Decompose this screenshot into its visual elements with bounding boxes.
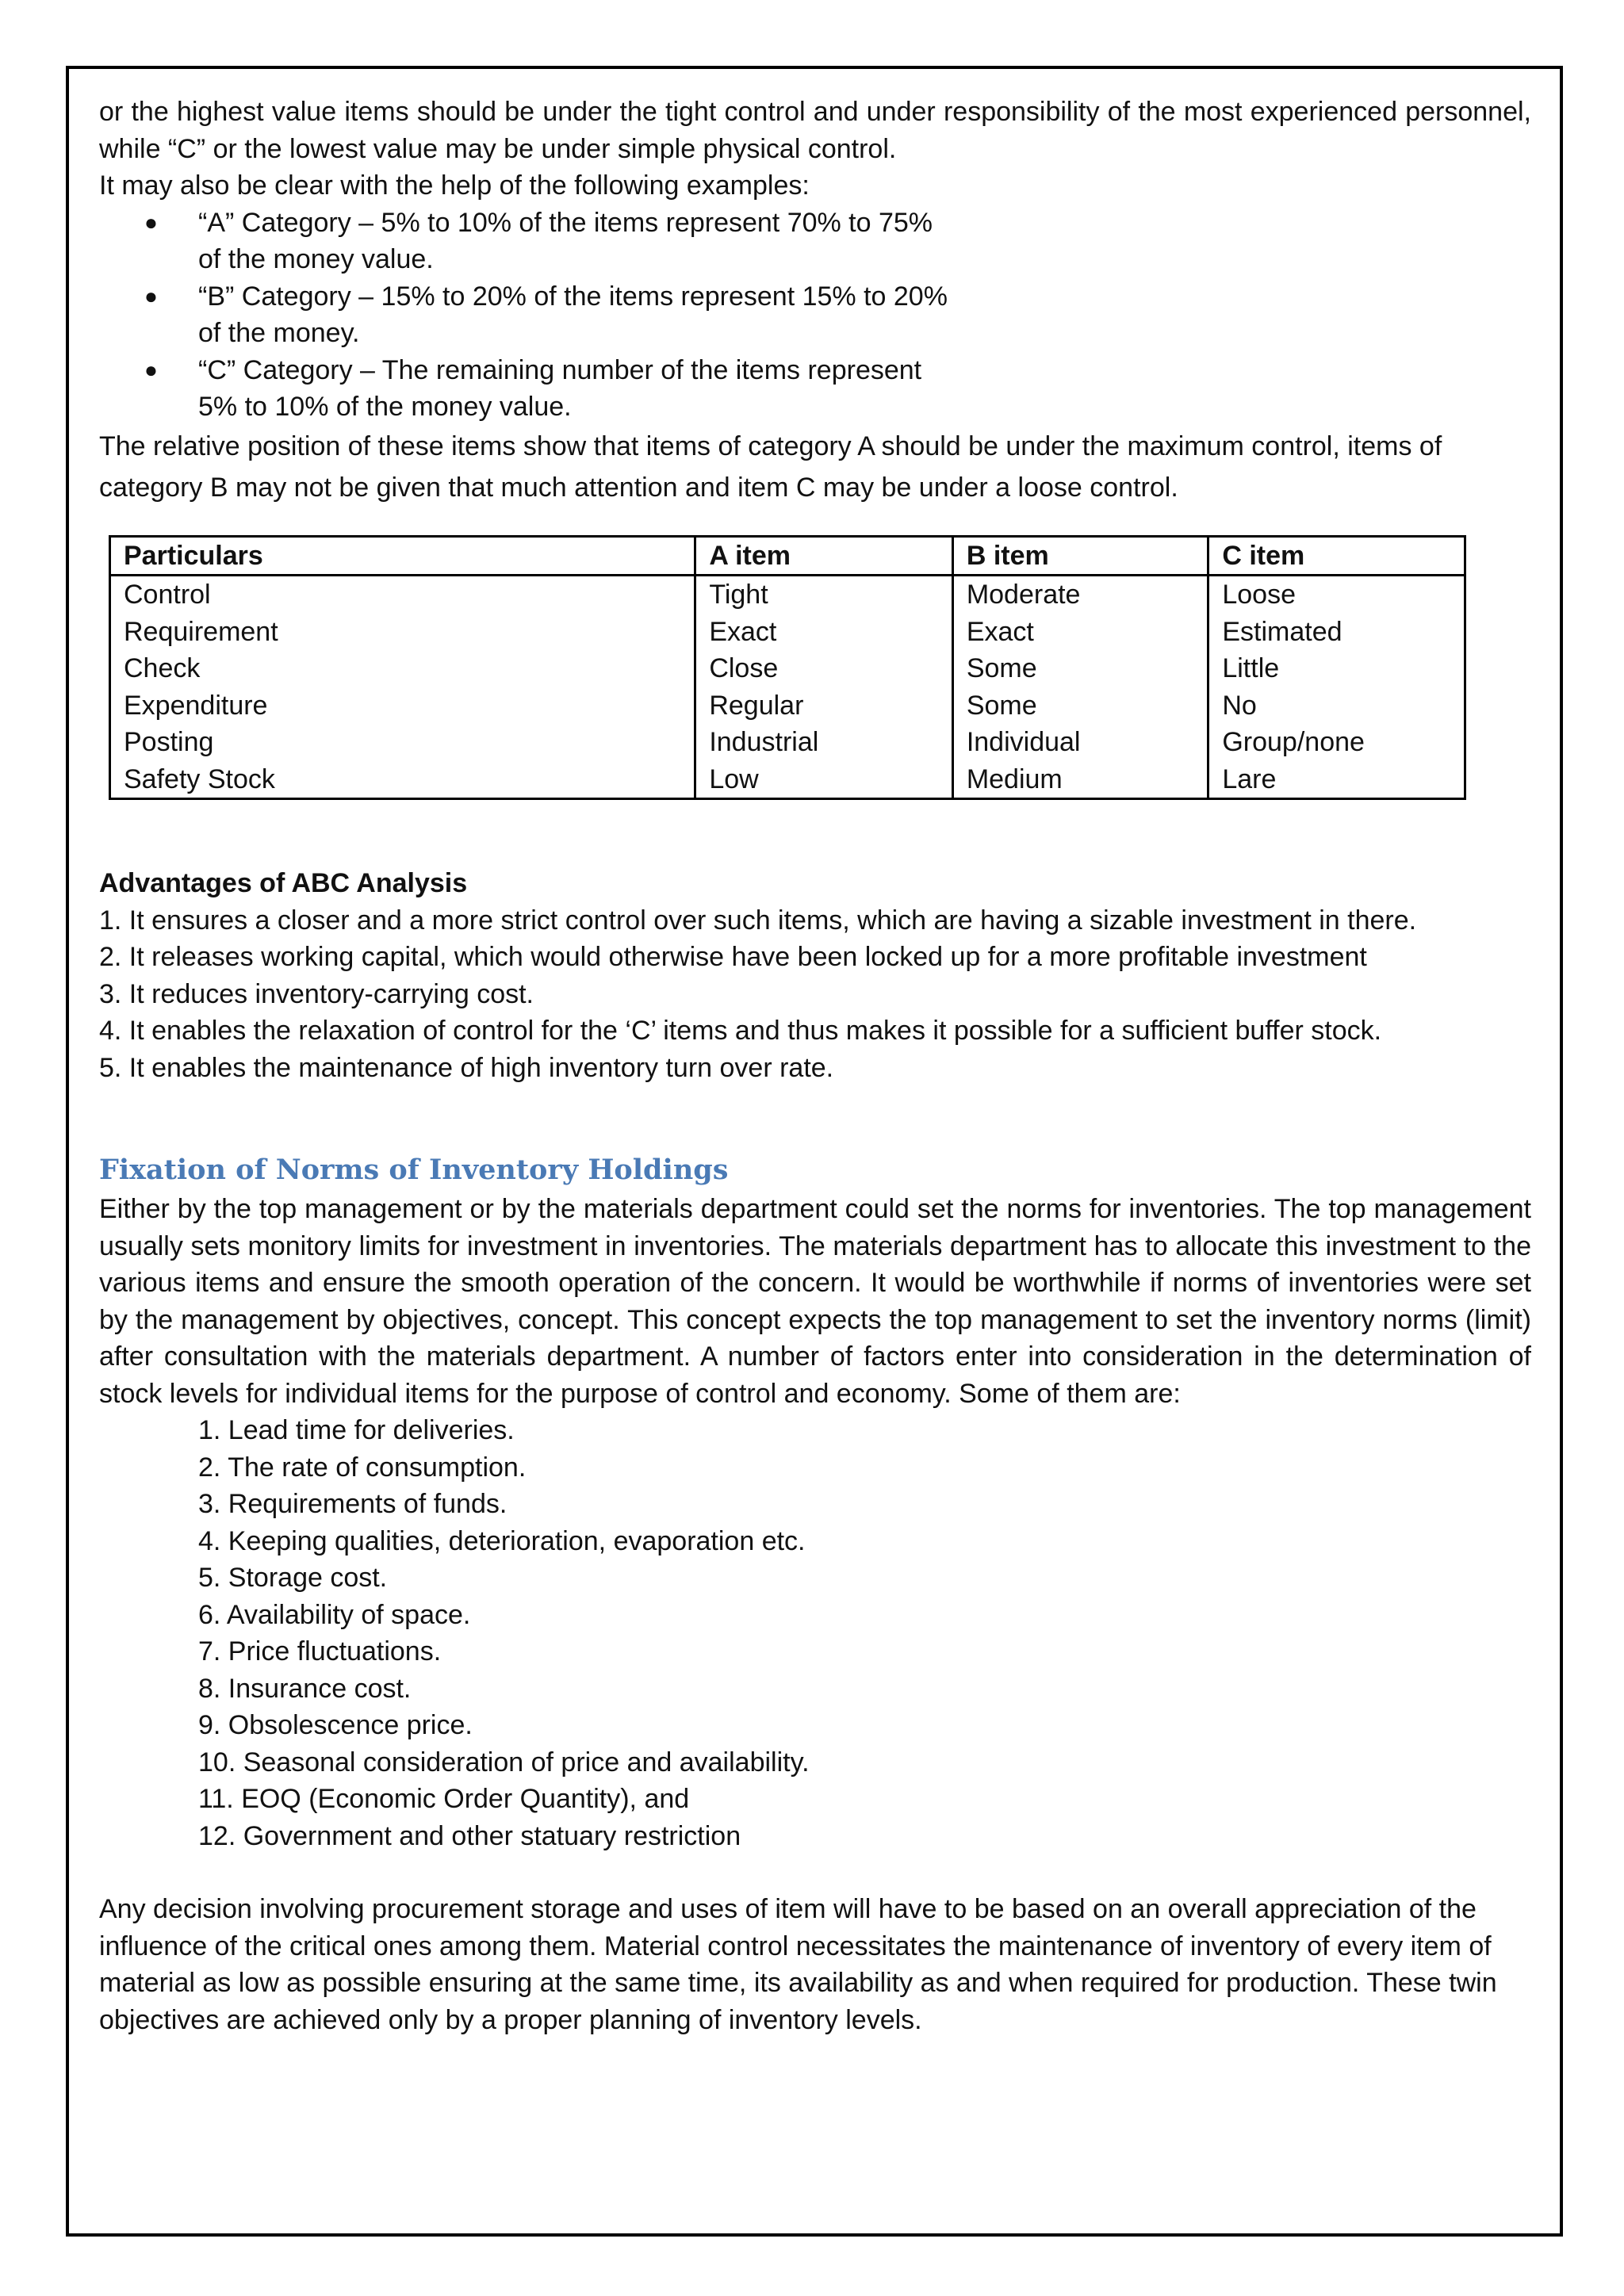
table-cell: Close bbox=[695, 650, 953, 687]
list-item: 11. EOQ (Economic Order Quantity), and bbox=[198, 1784, 690, 1814]
table-cell: Regular bbox=[695, 687, 953, 725]
table-cell: Loose bbox=[1208, 576, 1465, 614]
list-item bbox=[99, 352, 1071, 426]
table-cell: Low bbox=[695, 761, 953, 799]
factors-list bbox=[99, 1412, 1531, 1854]
closing-paragraph: Any decision involving procurement storage and uses of item will have to be based on an overall appreciation of the influence of the critical ones among them. Material control necessitates the maintenance of inventory of every item of material as low as possible ensuring at the same time, its availability as and when required for production. These twin objectives are achieved only by a proper planning of inventory levels. bbox=[99, 1894, 1497, 2035]
list-item: 3. Requirements of funds. bbox=[198, 1489, 508, 1519]
bullet-text-cont: 5% to 10% of the money value. bbox=[198, 392, 572, 422]
relative-position-paragraph: The relative position of these items show that items of category A should be under the maximum control, items of category B may not be given that much attention and item C may be under a loose control. bbox=[99, 430, 1442, 503]
table-cell: Posting bbox=[110, 724, 695, 761]
bullet-icon: ● bbox=[144, 209, 158, 235]
advantage-item: 4. It enables the relaxation of control for the ‘C’ items and thus makes it possible for a sufficient buffer stock. bbox=[99, 1016, 1382, 1046]
table-cell: Moderate bbox=[952, 576, 1208, 614]
advantage-item: 5. It enables the maintenance of high inventory turn over rate. bbox=[99, 1052, 834, 1083]
table-cell: Estimated bbox=[1208, 614, 1465, 651]
intro-paragraph: or the highest value items should be under the tight control and under responsibility of the most experienced personnel, while “C” or the lowest value may be under simple physical control. bbox=[99, 97, 1531, 164]
table-cell: Exact bbox=[952, 614, 1208, 651]
table-header-row bbox=[110, 536, 1465, 576]
table-row bbox=[110, 576, 1465, 614]
table-cell: No bbox=[1208, 687, 1465, 725]
bullet-text-cont: of the money value. bbox=[198, 244, 434, 274]
advantage-item: 3. It reduces inventory-carrying cost. bbox=[99, 978, 534, 1009]
list-item bbox=[99, 278, 1071, 352]
list-item: 6. Availability of space. bbox=[198, 1599, 471, 1630]
advantage-item: 1. It ensures a closer and a more strict control over such items, which are having a sizable investment in there. bbox=[99, 905, 1417, 936]
list-item: 9. Obsolescence price. bbox=[198, 1710, 473, 1740]
table-cell: Safety Stock bbox=[110, 761, 695, 799]
table-cell: Individual bbox=[952, 724, 1208, 761]
table-cell: Control bbox=[110, 576, 695, 614]
bullet-text: “C” Category – The remaining number of the items represent bbox=[198, 354, 922, 385]
bullet-icon: ● bbox=[144, 283, 158, 308]
table-cell: Check bbox=[110, 650, 695, 687]
table-header-cell: B item bbox=[952, 536, 1208, 576]
table-row bbox=[110, 687, 1465, 725]
list-item: 1. Lead time for deliveries. bbox=[198, 1415, 515, 1445]
list-item bbox=[99, 205, 1071, 278]
table-cell: Some bbox=[952, 687, 1208, 725]
category-bullet-list bbox=[99, 205, 1531, 426]
abc-comparison-table bbox=[109, 535, 1466, 801]
table-row bbox=[110, 761, 1465, 799]
table-header-cell: A item bbox=[695, 536, 953, 576]
table-cell: Exact bbox=[695, 614, 953, 651]
table-cell: Expenditure bbox=[110, 687, 695, 725]
advantage-item: 2. It releases working capital, which would otherwise have been locked up for a more profitable investment bbox=[99, 942, 1367, 972]
table-row bbox=[110, 650, 1465, 687]
table-header-cell: C item bbox=[1208, 536, 1465, 576]
bullet-text: “B” Category – 15% to 20% of the items represent 15% to 20% bbox=[198, 281, 948, 312]
list-item: 8. Insurance cost. bbox=[198, 1673, 412, 1704]
table-cell: Lare bbox=[1208, 761, 1465, 799]
table-cell: Little bbox=[1208, 650, 1465, 687]
table-cell: Requirement bbox=[110, 614, 695, 651]
bullet-text-cont: of the money. bbox=[198, 318, 360, 348]
bullet-icon: ● bbox=[144, 357, 158, 382]
fixation-paragraph: Either by the top management or by the materials department could set the norms for inventories. The top management usually sets monitory limits for investment in inventories. The materials department has to allocate this investment to the various items and ensure the smooth operation of the concern. It would be worthwhile if norms of inventories were set by the management by objectives, concept. This concept expects the top management to set the inventory norms (limit) after consultation with the materials department. A number of factors enter into consideration in the determination of stock levels for individual items for the purpose of control and economy. Some of them are: bbox=[99, 1194, 1531, 1409]
intro-examples-line: It may also be clear with the help of the following examples: bbox=[99, 170, 810, 201]
table-row bbox=[110, 614, 1465, 651]
table-header-cell: Particulars bbox=[110, 536, 695, 576]
table-cell: Industrial bbox=[695, 724, 953, 761]
list-item: 7. Price fluctuations. bbox=[198, 1636, 442, 1667]
list-item: 4. Keeping qualities, deterioration, evaporation etc. bbox=[198, 1525, 806, 1556]
table-cell: Tight bbox=[695, 576, 953, 614]
table-cell: Medium bbox=[952, 761, 1208, 799]
advantages-title: Advantages of ABC Analysis bbox=[99, 868, 468, 898]
table-cell: Some bbox=[952, 650, 1208, 687]
list-item: 2. The rate of consumption. bbox=[198, 1452, 527, 1483]
list-item: 10. Seasonal consideration of price and availability. bbox=[198, 1747, 810, 1777]
section-heading: Fixation of Norms of Inventory Holdings bbox=[99, 1154, 729, 1186]
list-item: 5. Storage cost. bbox=[198, 1563, 388, 1593]
page-content bbox=[99, 94, 1531, 2038]
bullet-text: “A” Category – 5% to 10% of the items represent 70% to 75% bbox=[198, 207, 933, 238]
table-cell: Group/none bbox=[1208, 724, 1465, 761]
list-item: 12. Government and other statuary restriction bbox=[198, 1820, 741, 1851]
table-row bbox=[110, 724, 1465, 761]
